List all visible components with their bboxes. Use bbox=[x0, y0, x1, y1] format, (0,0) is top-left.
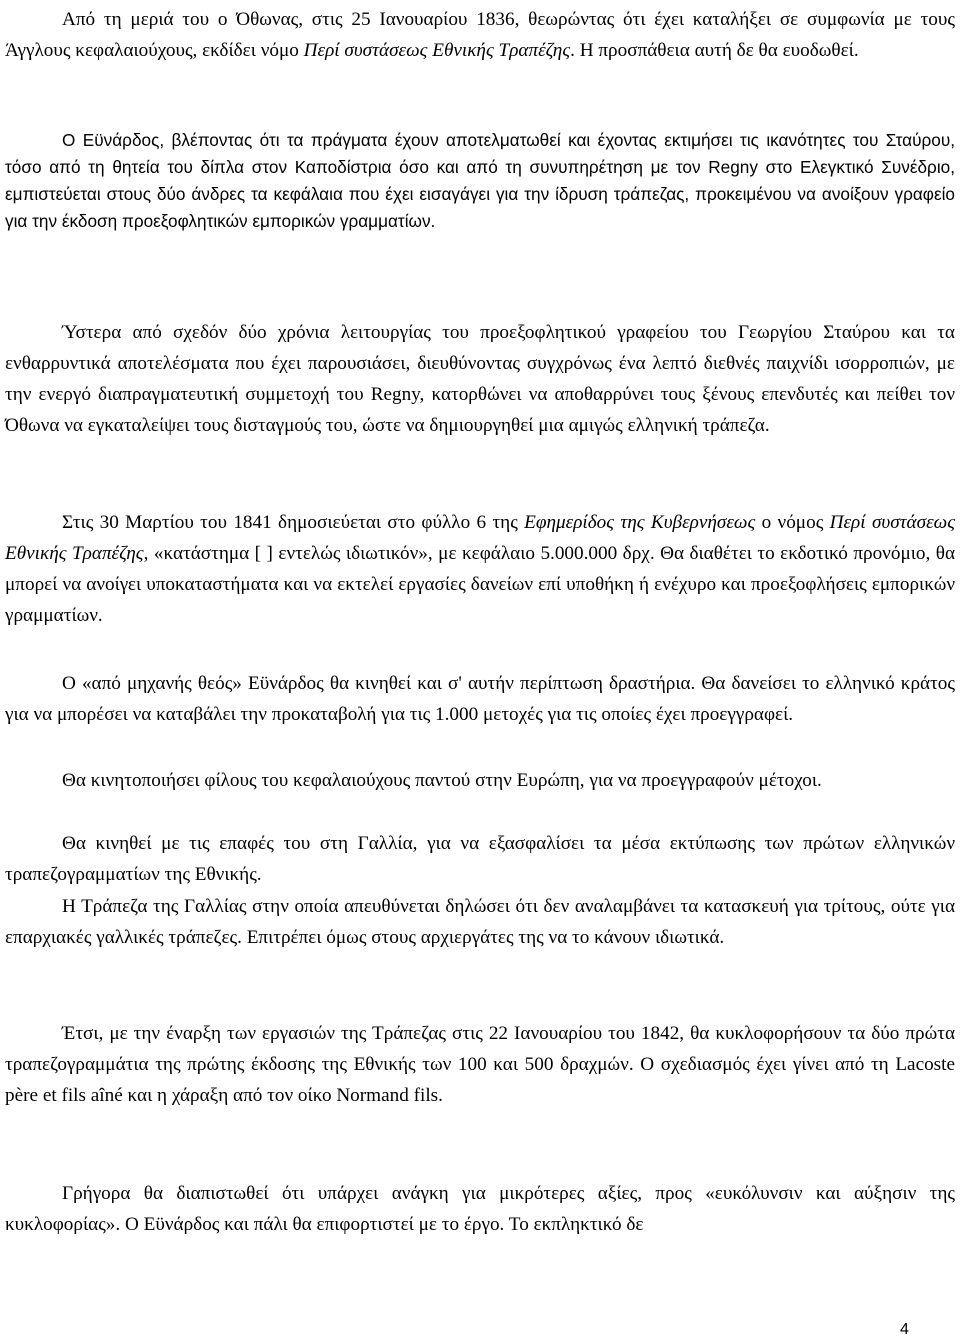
paragraph-4-text-a: Στις 30 Μαρτίου του 1841 δημοσιεύεται στο φύλλο 6 της bbox=[62, 512, 525, 533]
paragraph-1-text-a: Από τη μεριά του ο Όθωνας, στις 25 Ιανουαρίου 1836, θεωρώντας ότι έχει καταλήξει σε συμφωνία με τους Άγγλους κεφαλαιούχους, εκδίδει νόμο bbox=[5, 9, 955, 61]
paragraph-1-text-c: . Η προσπάθεια αυτή δε θα ευοδωθεί. bbox=[570, 40, 859, 61]
paragraph-9: Έτσι, με την έναρξη των εργασιών της Τράπεζας στις 22 Ιανουαρίου του 1842, θα κυκλοφορήσουν τα δύο πρώτα τραπεζογραμμάτια της πρώτης έκδοσης της Εθνικής των 100 και 500 δραχμών. Ο σχεδιασμός έχει γίνει από τη Lacoste père et fils aîné και η χάραξη από τον οίκο Normand fils. bbox=[5, 1023, 955, 1106]
gazette-title-italic: Εφημερίδος της Κυβερνήσεως bbox=[524, 512, 756, 533]
paragraph-3: Ύστερα από σχεδόν δύο χρόνια λειτουργίας του προεξοφλητικού γραφείου του Γεωργίου Σταύρου και τα ενθαρρυντικά αποτελέσματα που έχει παρουσιάσει, διευθύνοντας συγχρόνως ένα λεπτό διεθνές παιχνίδι ισορροπιών, με την ενεργό διαπραγματευτική συμμετοχή του Regny, κατορθώνει να αποθαρρύνει τους ξένους επενδυτές και πείθει τον Όθωνα να εγκαταλείψει τους δισταγμούς του, ώστε να δημιουργηθεί μια αμιγώς ελληνική τράπεζα. bbox=[5, 322, 955, 436]
page-number: 4 bbox=[900, 1321, 909, 1338]
paragraph-2: Ο Εϋνάρδος, βλέποντας ότι τα πράγματα έχουν αποτελματωθεί και έχοντας εκτιμήσει τις ικανότητες του Σταύρου, τόσο από τη θητεία του δίπλα στον Καποδίστρια όσο και από τη συνυπηρέτηση με τον Regny στο Ελεγκτικό Συνέδριο, εμπιστεύεται στους δύο άνδρες τα κεφάλαια που έχει εισαγάγει για την ίδρυση τράπεζας, προκειμένου να ανοίξουν γραφείο για την έκδοση προεξοφλητικών εμπορικών γραμματίων. bbox=[5, 130, 955, 231]
paragraph-4-text-c: ο νόμος bbox=[755, 512, 830, 533]
law-title-italic-2: Περί συστάσεως Εθνικής Τραπέζης bbox=[5, 512, 955, 564]
law-title-italic: Περί συστάσεως Εθνικής Τραπέζης bbox=[303, 40, 571, 61]
paragraph-1 bbox=[5, 4, 955, 66]
paragraph-10: Γρήγορα θα διαπιστωθεί ότι υπάρχει ανάγκη για μικρότερες αξίες, προς «ευκόλυνσιν και αύξησιν της κυκλοφορίας». Ο Εϋνάρδος και πάλι θα επιφορτιστεί με το έργο. Το εκπληκτικό δε bbox=[5, 1183, 955, 1235]
paragraph-4 bbox=[5, 507, 955, 631]
paragraph-5: Ο «από μηχανής θεός» Εϋνάρδος θα κινηθεί και σ' αυτήν περίπτωση δραστήρια. Θα δανείσει το ελληνικό κράτος για να μπορέσει να καταβάλει την προκαταβολή για τις 1.000 μετοχές για τις οποίες έχει προεγγραφεί. bbox=[5, 673, 955, 725]
paragraph-4-text-e: , «κατάστημα [ ] εντελώς ιδιωτικόν», με κεφάλαιο 5.000.000 δρχ. Θα διαθέτει το εκδοτικό προνόμιο, θα μπορεί να ανοίγει υποκαταστήματα και να εκτελεί εργασίες δανείων επί υποθήκη ή ενέχυρο και προεξοφλήσεις εμπορικών γραμματίων. bbox=[5, 543, 956, 626]
paragraph-7: Θα κινηθεί με τις επαφές του στη Γαλλία, για να εξασφαλίσει τα μέσα εκτύπωσης των πρώτων ελληνικών τραπεζογραμματίων της Εθνικής. bbox=[5, 833, 955, 885]
paragraph-6: Θα κινητοποιήσει φίλους του κεφαλαιούχους παντού στην Ευρώπη, για να προεγγραφούν μέτοχοι. bbox=[62, 770, 822, 791]
paragraph-8: Η Τράπεζα της Γαλλίας στην οποία απευθύνεται δηλώσει ότι δεν αναλαμβάνει τα κατασκευή για τρίτους, ούτε για επαρχιακές γαλλικές τράπεζες. Επιτρέπει όμως στους αρχιεργάτες της να το κάνουν ιδιωτικά. bbox=[5, 896, 955, 948]
